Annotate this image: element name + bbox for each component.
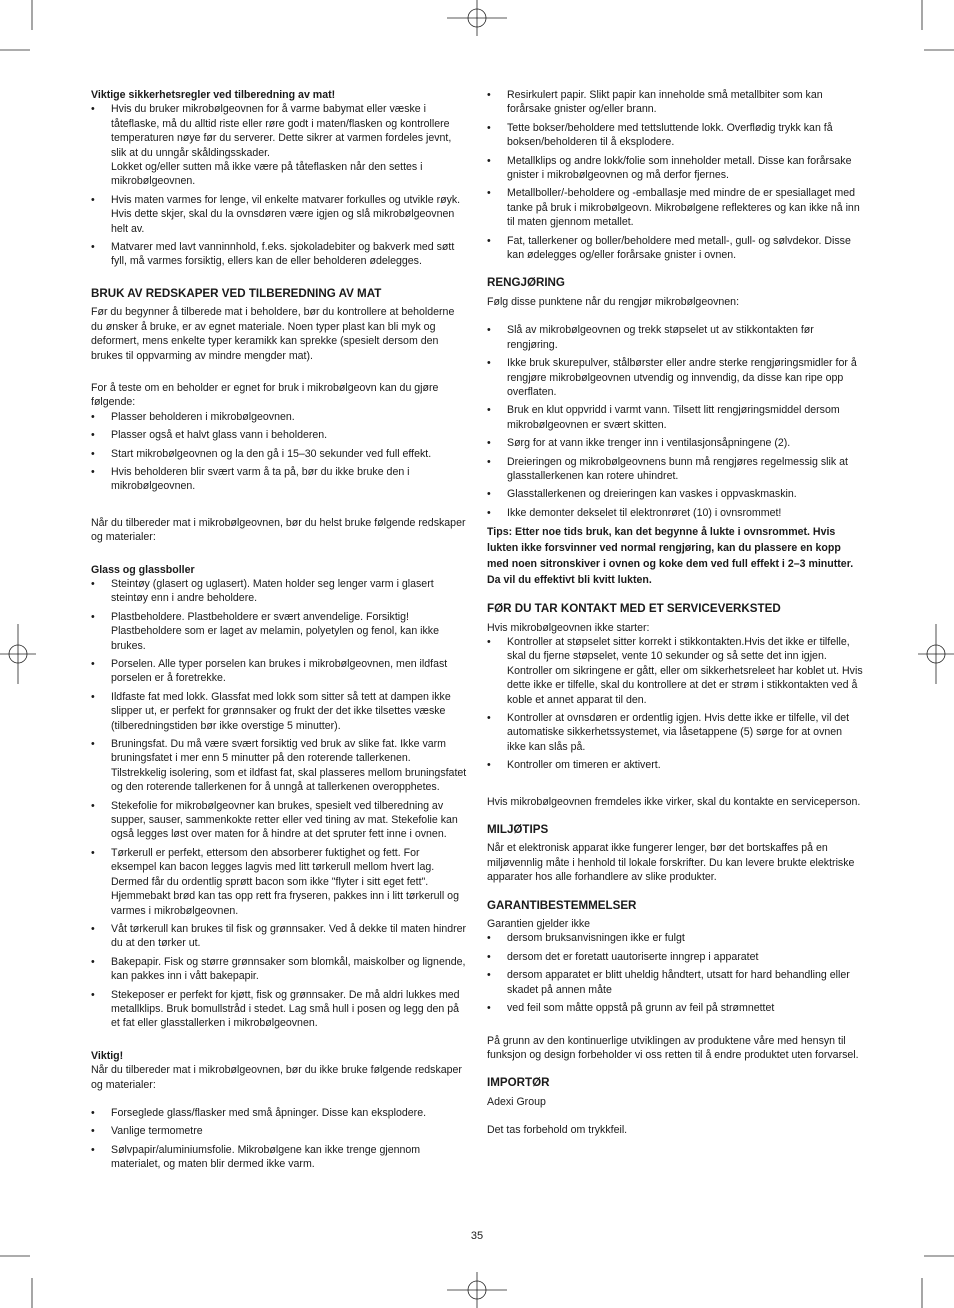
- safety-list: [91, 102, 467, 268]
- list-item: • Bruningsfat. Du må være svært forsiktig ved bruk av slike fat. Ikke varm bruningsfatet i mer enn 5 minutter på den roterende tallerkenen. Tilstrekkelig isolering, som et ildfast fat, skal plasseres mellom bruningsfatet og den roterende tallerkenen for å unngå at tallerkenen overopphetes.: [91, 737, 467, 795]
- environment-text: Når et elektronisk apparat ikke fungerer lenger, bør det bortskaffes på en miljøvennlig måte i henhold til lokale forskrifter. Du kan levere brukte elektriske apparater hos alle forhandlere av slike produkter.: [487, 842, 855, 884]
- list-item: • Ikke demonter dekselet til elektronrøret (10) i ovnsrommet!: [487, 506, 863, 520]
- list-item: • Hvis maten varmes for lenge, vil enkelte matvarer forkulles og utvikle røyk. Hvis dette skjer, skal du la ovnsdøren være igjen og slå mikrobølgeovnen helt av.: [91, 193, 467, 236]
- cleaning-title: RENGJØRING: [487, 276, 565, 290]
- list-item: • Stekeposer er perfekt for kjøtt, fisk og grønnsaker. De må aldri lukkes med metallklips. Bruk bomullstråd i stedet. Lag små hull i posen og legg den på et fat eller glasstallerken i mikrobølgeovnen.: [91, 988, 467, 1031]
- list-item: • Ildfaste fat med lokk. Glassfat med lokk som sitter så tett at dampen ikke slipper ut, er perfekt for grønnsaker og frukt der det ikke tilsettes væske (tilberedningstiden bør ikke overstige 5 minutter).: [91, 690, 467, 733]
- glass-title: Glass og glassboller: [91, 563, 195, 576]
- list-item: • Stekefolie for mikrobølgeovner kan brukes, spesielt ved tilberedning av supper, sauser, sammenkokte retter eller ved tining av mat. Stekefolie kan også legges løst over maten for å hindre at det spruter fett inne i ovnen.: [91, 799, 467, 842]
- test-intro: For å teste om en beholder er egnet for bruk i mikrobølgeovn kan du gjøre følgende:: [91, 381, 439, 409]
- list-item: • Tette bokser/beholdere med tettsluttende lokk. Overflødig trykk kan få boksen/beholderen til å eksplodere.: [487, 121, 863, 150]
- list-item: • ved feil som måtte oppstå på grunn av feil på strømnettet: [487, 1001, 863, 1015]
- service-list: [487, 635, 863, 773]
- right-column: [487, 88, 863, 1138]
- list-item: • Ikke bruk skurepulver, stålbørster eller andre sterke rengjøringsmidler for å rengjøre mikrobølgeovnen utvendig og innvendig, da disse kan ripe opp overflaten.: [487, 356, 863, 399]
- warranty-title: GARANTIBESTEMMELSER: [487, 898, 637, 912]
- important-title: Viktig!: [91, 1049, 124, 1062]
- list-item: • dersom bruksanvisningen ikke er fulgt: [487, 931, 863, 945]
- service-intro: Hvis mikrobølgeovnen ikke starter:: [487, 621, 650, 634]
- list-item: • Kontroller at ovnsdøren er ordentlig igjen. Hvis dette ikke er tilfelle, vil det automatiske sikkerhetssystemet, via låsetappene (5) sørge for at ovnen ikke kan slås på.: [487, 711, 863, 754]
- list-item: • Våt tørkerull kan brukes til fisk og grønnsaker. Ved å dekke til maten hindrer du at den tørker ut.: [91, 922, 467, 951]
- list-item: • Dreieringen og mikrobølgeovnens bunn må rengjøres regelmessig slik at glasstallerkenen kan rotere uhindret.: [487, 455, 863, 484]
- list-item: • Resirkulert papir. Slikt papir kan inneholde små metallbiter som kan forårsake gnister og/eller brann.: [487, 88, 863, 117]
- list-item: • Metallboller/-beholdere og -emballasje med mindre de er spesiallaget med tanke på bruk i mikrobølgeovn. Mikrobølgene reflekteres og kan ikke nå inn til maten gjennom metallet.: [487, 186, 863, 229]
- service-title: FØR DU TAR KONTAKT MED ET SERVICEVERKSTED: [487, 602, 781, 616]
- warranty-list: [487, 931, 863, 1015]
- page-number: 35: [470, 1230, 484, 1242]
- use-intro: Når du tilbereder mat i mikrobølgeovnen, bør du helst bruke følgende redskaper og materialer:: [91, 516, 466, 544]
- utensils-title: BRUK AV REDSKAPER VED TILBEREDNING AV MAT: [91, 286, 382, 300]
- avoid-list-continued: [487, 88, 863, 262]
- list-item: • Plasser beholderen i mikrobølgeovnen.: [91, 410, 467, 424]
- list-item: • Bakepapir. Fisk og større grønnsaker som blomkål, maiskolber og lignende, kan pakkes inn i vått bakepapir.: [91, 955, 467, 984]
- list-item: • dersom det er foretatt uautoriserte inngrep i apparatet: [487, 950, 863, 964]
- list-item: • Metallklips og andre lokk/folie som inneholder metall. Disse kan forårsake gnister i mikrobølgeovnen og må derfor fjernes.: [487, 154, 863, 183]
- left-column: [91, 88, 467, 1176]
- list-item: • Vanlige termometre: [91, 1124, 467, 1138]
- list-item: • Hvis beholderen blir svært varm å ta på, bør du ikke bruke den i mikrobølgeovnen.: [91, 465, 467, 494]
- list-item: • Porselen. Alle typer porselen kan brukes i mikrobølgeovnen, men ildfast porselen er å foretrekke.: [91, 657, 467, 686]
- importer-title: IMPORTØR: [487, 1076, 550, 1090]
- cleaning-intro: Følg disse punktene når du rengjør mikrobølgeovnen:: [487, 295, 740, 308]
- test-list: [91, 410, 467, 494]
- list-item: • Sørg for at vann ikke trenger inn i ventilasjonsåpningene (2).: [487, 436, 863, 450]
- list-item: • Glasstallerkenen og dreieringen kan vaskes i oppvaskmaskin.: [487, 487, 863, 501]
- list-item: • Fat, tallerkener og boller/beholdere med metall-, gull- og sølvdekor. Disse kan ødelegges og/eller forårsake gnister i ovnen.: [487, 234, 863, 263]
- list-item: • Steintøy (glasert og uglasert). Maten holder seg lenger varm i glasert steintøy enn i andre beholdere.: [91, 577, 467, 606]
- avoid-list: [91, 1106, 467, 1172]
- list-item: • Forseglede glass/flasker med små åpninger. Disse kan eksplodere.: [91, 1106, 467, 1120]
- important-intro: Når du tilbereder mat i mikrobølgeovnen, bør du ikke bruke følgende redskaper og materialer:: [91, 1064, 462, 1091]
- list-item: • Sølvpapir/aluminiumsfolie. Mikrobølgene kan ikke trenge gjennom materialet, og maten blir dermed ikke varm.: [91, 1143, 467, 1172]
- importer-name: Adexi Group: [487, 1095, 546, 1108]
- utensils-intro: Før du begynner å tilberede mat i beholdere, bør du kontrollere at beholderne du ønsker å bruke, er av egnet materiale. Noen typer plast kan bli myk og deformert, mens enkelte typer keramikk kan sprekke (spesielt dersom den brukes til oppvarming av mindre mengder mat).: [91, 306, 455, 362]
- cleaning-tips: Tips: Etter noe tids bruk, kan det begynne å lukte i ovnsrommet. Hvis lukten ikke forsvinner ved normal rengjøring, kan du plassere en kopp med noen sitronskiver i ovnen og koke dem ved full effekt i 2–3 minutter. Da vil du effektivt bli kvitt lukten.: [487, 526, 854, 587]
- list-item: • Tørkerull er perfekt, ettersom den absorberer fuktighet og fett. For eksempel kan bacon legges lagvis med litt tørkerull mellom hvert lag. Dermed får du ordentlig sprøtt bacon som ikke "flyter i sitt eget fett". Hjemmebakt brød kan tas opp rett fra fryseren, pakkes inn i litt tørkerull og varmes i mikrobølgeovnen.: [91, 846, 467, 918]
- list-item: • Matvarer med lavt vanninnhold, f.eks. sjokoladebiter og bakverk med søtt fyll, må varmes forsiktig, ellers kan de eller beholderen ødelegges.: [91, 240, 467, 269]
- list-item: • Kontroller at støpselet sitter korrekt i stikkontakten.Hvis det ikke er tilfelle, skal du fjerne støpselet, vente 10 sekunder og så sette det inn igjen. Kontroller om sikringene er gått, eller om sikkerhetsreleet har koblet ut. Hvis dette ikke er tilfelle, skal du kontrollere at det er strøm i stikkontakten ved å koble et annet apparat til den.: [487, 635, 863, 707]
- disclaimer: Det tas forbehold om trykkfeil.: [487, 1124, 628, 1137]
- list-item: • Start mikrobølgeovnen og la den gå i 15–30 sekunder ved full effekt.: [91, 447, 467, 461]
- list-item: • Slå av mikrobølgeovnen og trekk støpselet ut av stikkontakten før rengjøring.: [487, 323, 863, 352]
- list-item: • Hvis du bruker mikrobølgeovnen for å varme babymat eller væske i tåteflaske, må du alltid riste eller røre godt i maten/flasken og kontrollere temperaturen nøye før du serverer. Dette sikrer at varmen fordeles jevnt, slik at du unngår skåldingsskader. Lokket og/eller sutten må ikke være på tåteflasken når den settes i mikrobølgeovnen.: [91, 102, 467, 188]
- list-item: • Bruk en klut oppvridd i varmt vann. Tilsett litt rengjøringsmiddel dersom mikrobølgeovnen er svært skitten.: [487, 403, 863, 432]
- safety-title: Viktige sikkerhetsregler ved tilberedning av mat!: [91, 89, 336, 101]
- glass-list: [91, 577, 467, 1031]
- list-item: • dersom apparatet er blitt uheldig håndtert, utsatt for hard behandling eller skadet på annen måte: [487, 968, 863, 997]
- list-item: • Plastbeholdere. Plastbeholdere er svært anvendelige. Forsiktig! Plastbeholdere som er laget av melamin, polyetylen og fenol, kan ikke brukes.: [91, 610, 467, 653]
- service-outro: Hvis mikrobølgeovnen fremdeles ikke virker, skal du kontakte en serviceperson.: [487, 795, 861, 808]
- warranty-intro: Garantien gjelder ikke: [487, 918, 591, 931]
- warranty-outro: På grunn av den kontinuerlige utviklingen av produktene våre med hensyn til funksjon og design forbeholder vi oss retten til å endre produktet uten forvarsel.: [487, 1034, 859, 1061]
- environment-title: MILJØTIPS: [487, 823, 549, 837]
- list-item: • Plasser også et halvt glass vann i beholderen.: [91, 428, 467, 442]
- cleaning-list: [487, 323, 863, 520]
- list-item: • Kontroller om timeren er aktivert.: [487, 758, 863, 772]
